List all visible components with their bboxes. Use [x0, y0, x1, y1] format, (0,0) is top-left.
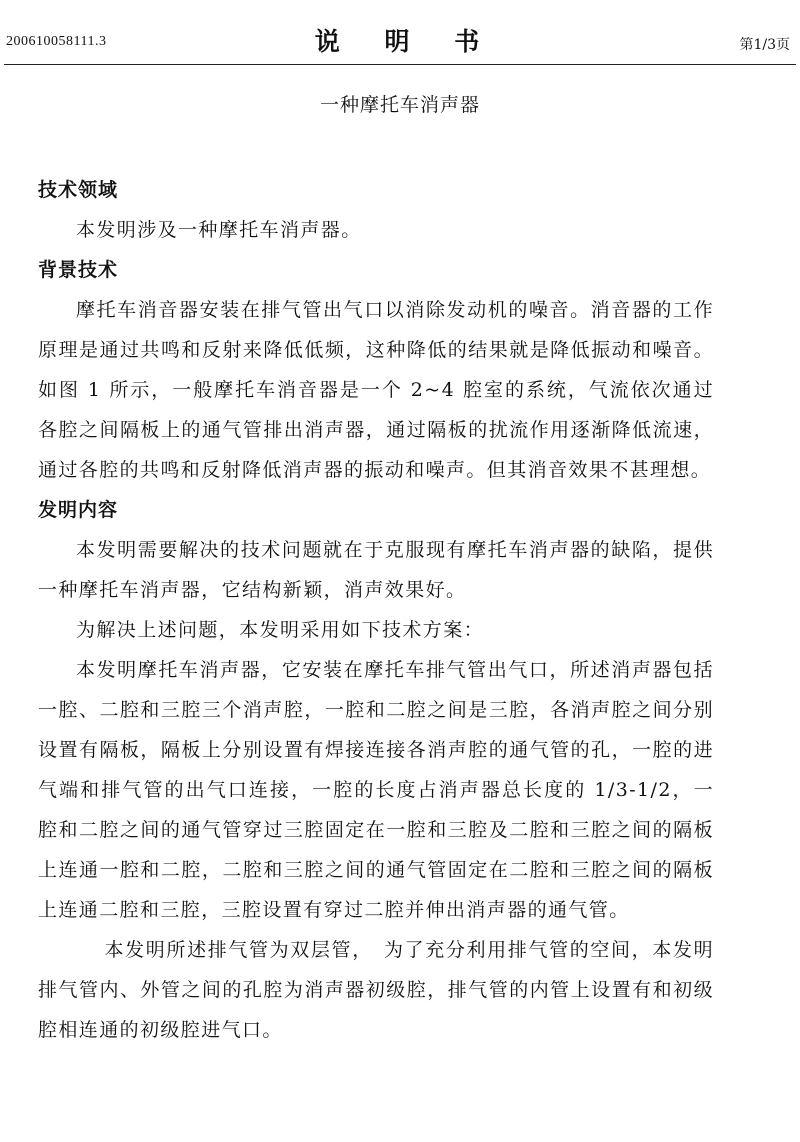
paragraph-summary-problem: 本发明需要解决的技术问题就在于克服现有摩托车消声器的缺陷，提供一种摩托车消声器，它结构新颖，消声效果好。 [38, 539, 714, 601]
page-number: 第1/3页 [739, 37, 790, 53]
section-heading-background: 背景技术 [38, 259, 119, 281]
paragraph-technical-field: 本发明涉及一种摩托车消声器。 [76, 219, 362, 241]
paragraph-summary-structure: 本发明摩托车消声器，它安装在摩托车排气管出气口，所述消声器包括一腔、二腔和三腔三个消声腔，一腔和二腔之间是三腔，各消声腔之间分别设置有隔板，隔板上分别设置有焊接连接各消声腔的通气管的孔，一腔的进气端和排气管的出气口连接，一腔的长度占消声器总长度的 1/3-1/2，一腔和二腔之间的通气管穿过三腔固定在一腔和三腔及二腔和三腔之间的隔板上连通一腔和二腔，二腔和三腔之间的通气管固定在二腔和三腔之间的隔板上连通二腔和三腔，三腔设置有穿过二腔并伸出消声器的通气管。 [38, 659, 714, 921]
paragraph-background: 摩托车消音器安装在排气管出气口以消除发动机的噪音。消音器的工作原理是通过共鸣和反射来降低低频，这种降低的结果就是降低振动和噪音。如图 1 所示，一般摩托车消音器是一个 2~4 腔室的系统，气流依次通过各腔之间隔板上的通气管排出消声器，通过隔板的扰流作用逐渐降低流速，通过各腔的共鸣和反射降低消声器的振动和噪声。但其消音效果不甚理想。 [38, 299, 714, 481]
document-type-title: 说 明 书 [314, 27, 498, 56]
header-divider [4, 64, 796, 65]
document-body [38, 170, 714, 1050]
invention-title: 一种摩托车消声器 [319, 94, 480, 116]
paragraph-summary-exhaust-pipe: 本发明所述排气管为双层管， 为了充分利用排气管的空间，本发明排气管内、外管之间的孔腔为消声器初级腔，排气管的内管上设置有和初级腔相连通的初级腔进气口。 [38, 939, 714, 1041]
document-number: 200610058111.3 [6, 34, 107, 49]
section-heading-summary: 发明内容 [38, 499, 119, 521]
paragraph-summary-solution-intro: 为解决上述问题，本发明采用如下技术方案： [76, 619, 485, 641]
section-heading-technical-field: 技术领域 [38, 179, 119, 201]
